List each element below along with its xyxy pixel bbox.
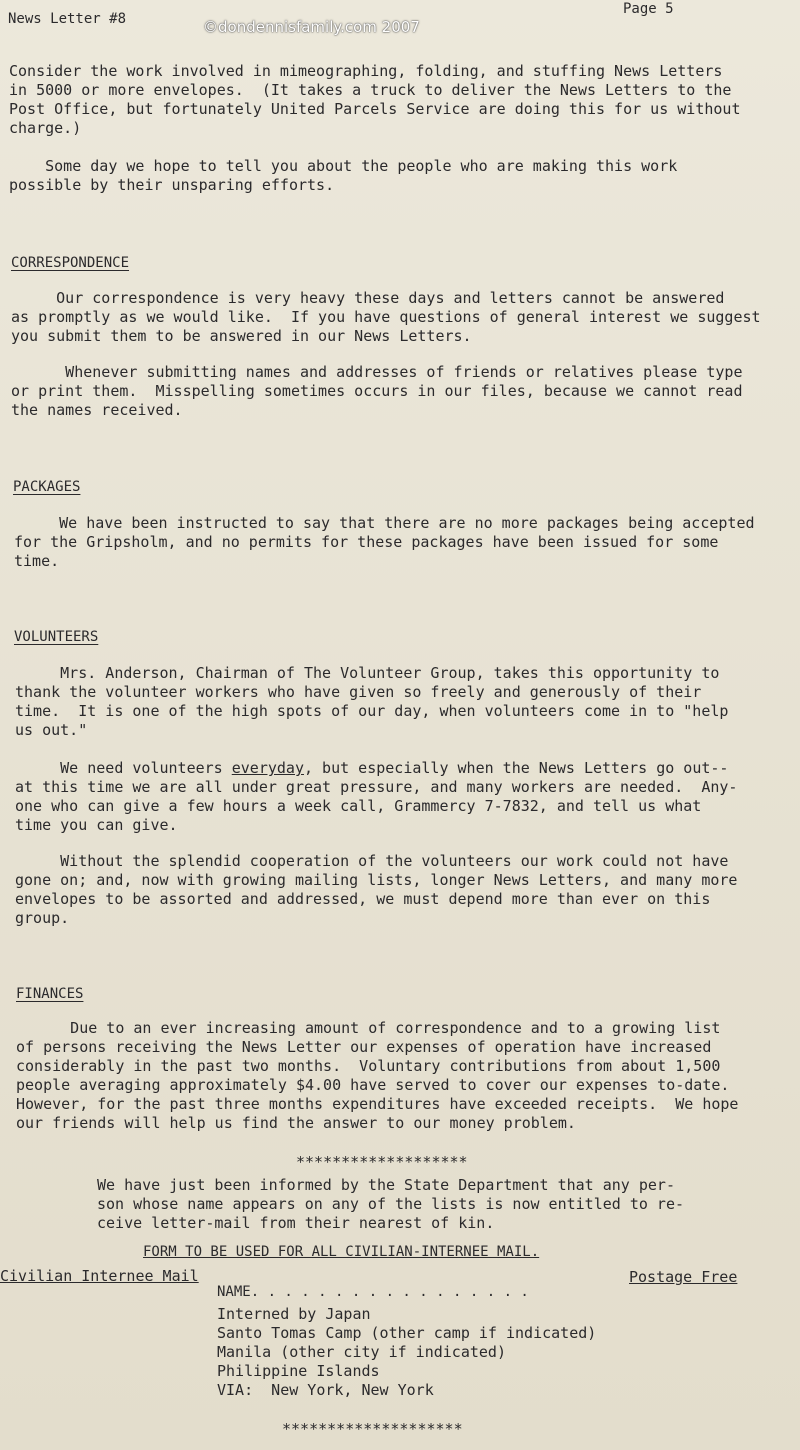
text-line: Consider the work involved in mimeographing, folding, and stuffing News Letters — [9, 62, 723, 80]
text-line: We have just been informed by the State Department that any per- — [97, 1176, 675, 1194]
volunteers-paragraph-1 — [15, 664, 728, 740]
form-left-label: Civilian Internee Mail — [0, 1267, 199, 1285]
text-line: Due to an ever increasing amount of correspondence and to a growing list — [16, 1019, 721, 1037]
text-line: possible by their unsparing efforts. — [9, 176, 335, 194]
intro-paragraph-2 — [9, 157, 677, 195]
text-line: as promptly as we would like. If you have questions of general interest we suggest — [11, 308, 761, 326]
text-line: time. It is one of the high spots of our day, when volunteers come in to "help — [15, 702, 729, 720]
text-line: Whenever submitting names and addresses of friends or relatives please type — [11, 363, 743, 381]
text-line: or print them. Misspelling sometimes occurs in our files, because we cannot read — [11, 382, 743, 400]
newsletter-label: News Letter #8 — [8, 11, 127, 27]
text-line: ceive letter-mail from their nearest of kin. — [97, 1214, 495, 1232]
text-line: However, for the past three months expenditures have exceeded receipts. We hope — [16, 1095, 739, 1113]
address-line: Santo Tomas Camp (other camp if indicated) — [217, 1324, 597, 1342]
text-line: thank the volunteer workers who have given so freely and generously of their — [15, 683, 702, 701]
section-heading-correspondence: CORRESPONDENCE — [11, 255, 130, 271]
packages-paragraph — [14, 514, 755, 571]
section-heading-packages: PACKAGES — [13, 479, 81, 495]
text-line — [15, 759, 737, 778]
text-line: Our correspondence is very heavy these days and letters cannot be answered — [11, 289, 725, 307]
text-line: time you can give. — [15, 816, 178, 834]
text-line: gone on; and, now with growing mailing lists, longer News Letters, and many more — [15, 871, 738, 889]
section-heading-finances: FINANCES — [16, 986, 84, 1002]
address-line: Interned by Japan — [217, 1305, 371, 1323]
form-right-label: Postage Free — [629, 1268, 738, 1286]
form-address-block — [217, 1305, 596, 1400]
text-line: us out." — [15, 721, 88, 739]
text-line: time. — [14, 552, 60, 570]
form-title: FORM TO BE USED FOR ALL CIVILIAN-INTERNEE MAIL. — [143, 1244, 540, 1260]
correspondence-paragraph-2 — [11, 363, 743, 420]
separator-stars-top: ******************* — [296, 1153, 468, 1171]
copyright-watermark: ©dondennisfamily.com 2007 — [203, 18, 420, 36]
correspondence-paragraph-1 — [11, 289, 761, 346]
text-line: envelopes to be assorted and addressed, we must depend more than ever on this — [15, 890, 711, 908]
state-department-notice — [97, 1176, 684, 1233]
text-line: you submit them to be answered in our News Letters. — [11, 327, 472, 345]
form-name-line: NAME. . . . . . . . . . . . . . . . . — [217, 1284, 529, 1300]
text-line: of persons receiving the News Letter our expenses of operation have increased — [16, 1038, 712, 1056]
text-line: at this time we are all under great pressure, and many workers are needed. Any- — [15, 778, 738, 796]
text-line: Mrs. Anderson, Chairman of The Volunteer Group, takes this opportunity to — [15, 664, 720, 682]
address-line: VIA: New York, New York — [217, 1381, 434, 1399]
emphasis-everyday: everyday — [231, 759, 304, 777]
text-line: Some day we hope to tell you about the people who are making this work — [9, 157, 678, 175]
text-line: son whose name appears on any of the lists is now entitled to re- — [97, 1195, 684, 1213]
address-line: Philippine Islands — [217, 1362, 380, 1380]
text-line: the names received. — [11, 401, 183, 419]
finances-paragraph — [16, 1019, 738, 1133]
text-line: Without the splendid cooperation of the volunteers our work could not have — [15, 852, 729, 870]
volunteers-paragraph-2 — [15, 759, 737, 835]
text-line: our friends will help us find the answer to our money problem. — [16, 1114, 576, 1132]
text-span: , but especially when the News Letters go out-- — [304, 759, 729, 777]
section-heading-volunteers: VOLUNTEERS — [14, 629, 99, 645]
separator-stars-bottom: ******************** — [282, 1420, 463, 1438]
text-line: Post Office, but fortunately United Parcels Service are doing this for us without — [9, 100, 741, 118]
text-line: people averaging approximately $4.00 have served to cover our expenses to-date. — [16, 1076, 730, 1094]
text-line: charge.) — [9, 119, 82, 137]
text-line: one who can give a few hours a week call, Grammercy 7-7832, and tell us what — [15, 797, 702, 815]
text-span: We need volunteers — [15, 759, 232, 777]
volunteers-paragraph-3 — [15, 852, 737, 928]
text-line: considerably in the past two months. Voluntary contributions from about 1,500 — [16, 1057, 721, 1075]
text-line: for the Gripsholm, and no permits for these packages have been issued for some — [14, 533, 719, 551]
intro-paragraph-1 — [9, 62, 741, 138]
address-line: Manila (other city if indicated) — [217, 1343, 506, 1361]
text-line: We have been instructed to say that there are no more packages being accepted — [14, 514, 755, 532]
page-number: Page 5 — [623, 1, 674, 17]
text-line: in 5000 or more envelopes. (It takes a truck to deliver the News Letters to the — [9, 81, 732, 99]
text-line: group. — [15, 909, 70, 927]
